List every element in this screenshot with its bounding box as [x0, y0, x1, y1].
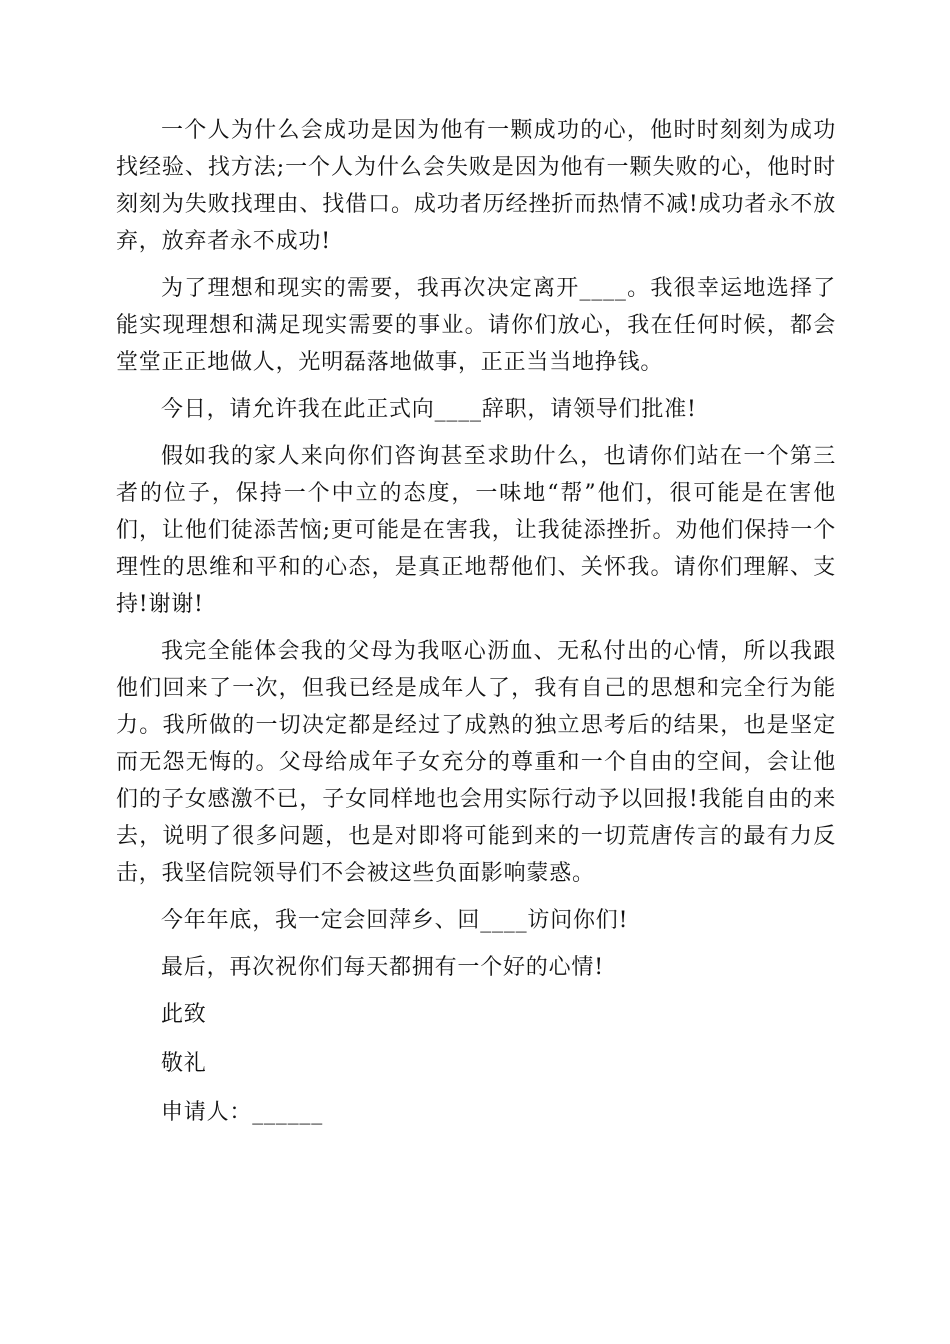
closing-line: 此致 — [161, 1002, 207, 1027]
paragraph-decision: 为了理想和现实的需要，我再次决定离开____。我很幸运地选择了能实现理想和满足现实需要的事业。请你们放心，我在任何时候，都会堂堂正正地做人，光明磊落地做事，正正当当地挣钱。 — [116, 276, 836, 375]
paragraph-wishes: 最后，再次祝你们每天都拥有一个好的心情! — [161, 955, 604, 980]
paragraph-visit: 今年年底，我一定会回萍乡、回____访问你们! — [161, 908, 629, 933]
paragraph-success: 一个人为什么会成功是因为他有一颗成功的心，他时时刻刻为成功找经验、找方法;一个人为什么会失败是因为他有一颗失败的心，他时时刻刻为失败找理由、找借口。成功者历经挫折而热情不减!成功者永不放弃，放弃者永不成功! — [116, 118, 836, 254]
paragraph-family: 假如我的家人来向你们咨询甚至求助什么，也请你们站在一个第三者的位子，保持一个中立的态度，一味地“帮”他们，很可能是在害他们，让他们徒添苦恼;更可能是在害我，让我徒添挫折。劝他们保持一个理性的思维和平和的心态，是真正地帮他们、关怀我。请你们理解、支持!谢谢! — [116, 444, 836, 617]
paragraph-parents: 我完全能体会我的父母为我呕心沥血、无私付出的心情，所以我跟他们回来了一次，但我已经是成年人了，我有自己的思想和完全行为能力。我所做的一切决定都是经过了成熟的独立思考后的结果，也是坚定而无怨无悔的。父母给成年子女充分的尊重和一个自由的空间，会让他们的子女感激不已，子女同样地也会用实际行动予以回报!我能自由的来去，说明了很多问题，也是对即将可能到来的一切荒唐传言的最有力反击，我坚信院领导们不会被这些负面影响蒙惑。 — [116, 639, 836, 886]
salute-line: 敬礼 — [161, 1051, 207, 1076]
signature-line: 申请人：______ — [161, 1100, 324, 1125]
paragraph-resignation: 今日，请允许我在此正式向____辞职，请领导们批准! — [161, 397, 697, 422]
document-body — [116, 112, 836, 1143]
